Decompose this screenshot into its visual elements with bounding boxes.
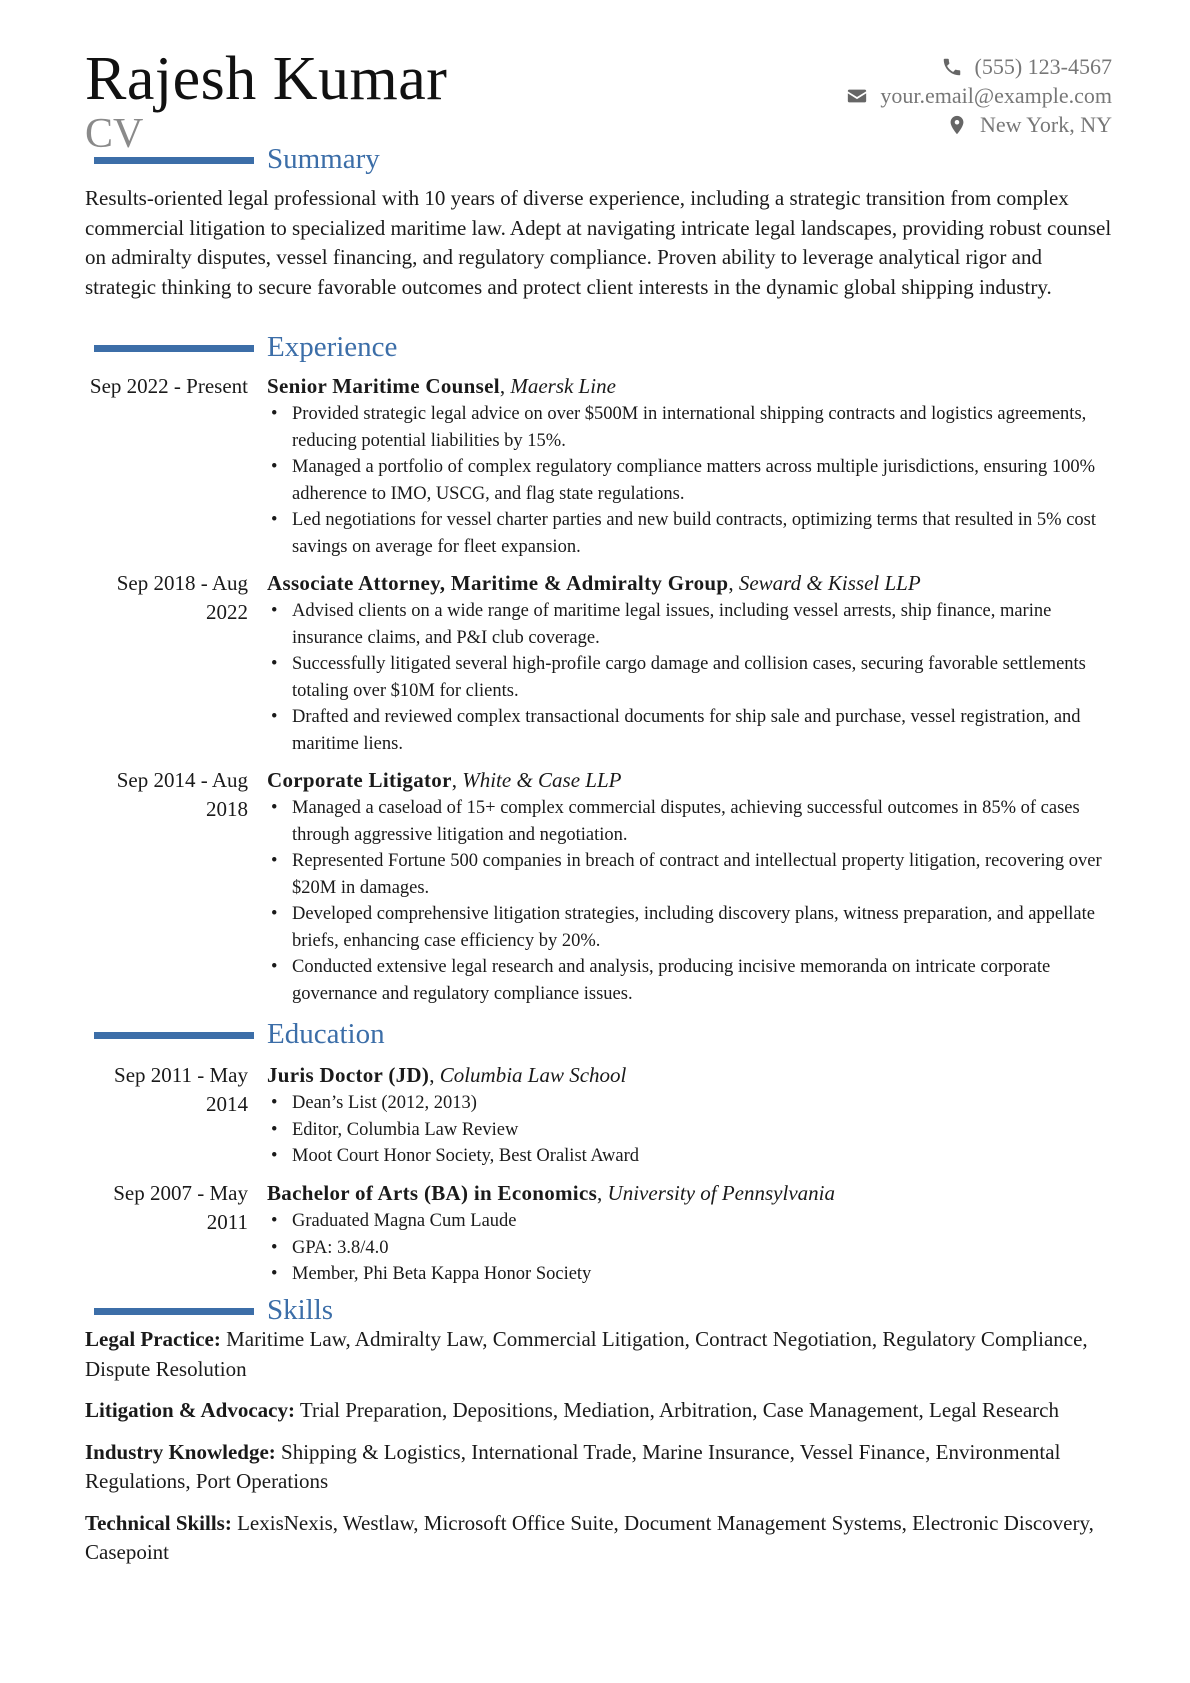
document-subtitle: CV	[85, 111, 144, 157]
skill-items: Maritime Law, Admiralty Law, Commercial Litigation, Contract Negotiation, Regulatory Compliance, Dispute Resolution	[85, 1327, 1088, 1381]
list-item: • Managed a caseload of 15+ complex commercial disputes, achieving successful outcomes in 85% of cases through aggressive litigation and negotiation.	[267, 795, 1107, 848]
entry-org: Seward & Kissel LLP	[738, 571, 921, 595]
skill-label: Technical Skills:	[85, 1510, 232, 1535]
entry-heading: Corporate Litigator, White & Case LLP	[267, 768, 622, 792]
entry-bullets	[267, 1208, 1107, 1288]
list-item: • Represented Fortune 500 companies in breach of contract and intellectual property litigation, recovering over $20M in damages.	[267, 848, 1107, 901]
list-item: • Led negotiations for vessel charter parties and new build contracts, optimizing terms that resulted in 5% cost savings on average for fleet expansion.	[267, 507, 1107, 560]
contact-location	[846, 110, 1112, 139]
skill-group	[85, 1325, 1115, 1384]
list-item: • Developed comprehensive litigation strategies, including discovery plans, witness preparation, and appellate briefs, enhancing case efficiency by 20%.	[267, 901, 1107, 954]
skills-list	[85, 1325, 1115, 1580]
section-title: Experience	[267, 331, 398, 363]
section-header-experience	[0, 330, 1190, 364]
entry-org: University of Pennsylvania	[607, 1181, 835, 1205]
list-item: • Dean’s List (2012, 2013)	[267, 1090, 1107, 1117]
entry-date: Sep 2022 - Present	[89, 374, 248, 398]
section-title: Summary	[267, 143, 380, 175]
entry-title: Juris Doctor (JD)	[267, 1063, 430, 1087]
skill-items: Trial Preparation, Depositions, Mediation, Arbitration, Case Management, Legal Research	[299, 1398, 1060, 1422]
entry-org: Columbia Law School	[439, 1063, 627, 1087]
list-item: • Managed a portfolio of complex regulatory compliance matters across multiple jurisdictions, ensuring 100% adherence to IMO, USCG, and flag state regulations.	[267, 454, 1107, 507]
section-header-education	[0, 1017, 1190, 1051]
list-item: • Successfully litigated several high-profile cargo damage and collision cases, securing favorable settlements totaling over $10M for clients.	[267, 651, 1107, 704]
entry-bullets	[267, 598, 1107, 757]
entry-title: Corporate Litigator	[267, 768, 452, 792]
entry-content	[267, 766, 1107, 1007]
candidate-name: Rajesh Kumar	[85, 45, 448, 113]
contact-email	[846, 81, 1112, 110]
entry-bullets	[267, 401, 1107, 560]
envelope-icon	[846, 85, 868, 107]
email-address[interactable]: your.email@example.com	[880, 82, 1112, 108]
entry-date: Sep 2014 - Aug 2018	[116, 768, 248, 821]
list-item: • Editor, Columbia Law Review	[267, 1117, 1107, 1144]
contact-phone	[846, 52, 1112, 81]
section-title: Skills	[267, 1294, 334, 1326]
entry-org: White & Case LLP	[462, 768, 622, 792]
skill-items: LexisNexis, Westlaw, Microsoft Office Suite, Document Management Systems, Electronic Discovery, Casepoint	[85, 1510, 1094, 1564]
section-bar	[94, 1308, 254, 1315]
entry-bullets	[267, 1090, 1107, 1170]
map-marker-icon	[946, 114, 968, 136]
entry-date: Sep 2018 - Aug 2022	[116, 571, 248, 624]
location-text: New York, NY	[979, 111, 1112, 137]
skill-label: Legal Practice:	[85, 1327, 221, 1351]
entry-content	[267, 569, 1107, 757]
section-header-skills	[0, 1293, 1190, 1327]
entry-title: Associate Attorney, Maritime & Admiralty Group	[267, 571, 729, 595]
list-item: • Advised clients on a wide range of maritime legal issues, including vessel arrests, ship finance, marine insurance claims, and P&I club coverage.	[267, 598, 1107, 651]
list-item: • Graduated Magna Cum Laude	[267, 1208, 1107, 1235]
entry-heading: Senior Maritime Counsel, Maersk Line	[267, 374, 616, 398]
entry-bullets	[267, 795, 1107, 1007]
section-bar	[94, 345, 254, 352]
entry-content	[267, 1061, 1107, 1170]
skill-group	[85, 1396, 1115, 1426]
entry-heading: Juris Doctor (JD), Columbia Law School	[267, 1063, 627, 1087]
phone-number[interactable]: (555) 123-4567	[974, 53, 1112, 79]
section-bar	[94, 1032, 254, 1039]
entry-org: Maersk Line	[510, 374, 616, 398]
entry-heading: Bachelor of Arts (BA) in Economics, University of Pennsylvania	[267, 1181, 835, 1205]
skill-label: Litigation & Advocacy:	[85, 1398, 295, 1422]
skill-group	[85, 1438, 1115, 1497]
list-item: • Conducted extensive legal research and analysis, producing incisive memoranda on intricate corporate governance and regulatory compliance issues.	[267, 954, 1107, 1007]
entry-title: Bachelor of Arts (BA) in Economics	[267, 1181, 598, 1205]
entry-content	[267, 1179, 1107, 1288]
list-item: • Provided strategic legal advice on over $500M in international shipping contracts and logistics agreements, reducing potential liabilities by 15%.	[267, 401, 1107, 454]
entry-content	[267, 372, 1107, 560]
list-item: • Moot Court Honor Society, Best Oralist Award	[267, 1143, 1107, 1170]
entry-title: Senior Maritime Counsel	[267, 374, 500, 398]
entry-heading: Associate Attorney, Maritime & Admiralty Group, Seward & Kissel LLP	[267, 571, 921, 595]
entry-date: Sep 2011 - May 2014	[114, 1063, 248, 1116]
list-item: • Member, Phi Beta Kappa Honor Society	[267, 1261, 1107, 1288]
entry-date: Sep 2007 - May 2011	[113, 1181, 248, 1234]
phone-icon	[941, 56, 963, 78]
section-header-summary	[0, 142, 1190, 176]
section-bar	[94, 157, 254, 164]
skill-label: Industry Knowledge:	[85, 1439, 276, 1464]
skill-group	[85, 1509, 1115, 1568]
summary-text: Results-oriented legal professional with 10 years of diverse experience, including a strategic transition from complex commercial litigation to specialized maritime law. Adept at navigating intricate legal landscapes, providing robust counsel on admiralty disputes, vessel financing, and regulatory compliance. Proven ability to leverage analytical rigor and strategic thinking to secure favorable outcomes and protect client interests in the dynamic global shipping industry.	[85, 186, 1112, 299]
contact-info	[846, 52, 1112, 139]
section-title: Education	[267, 1018, 385, 1050]
list-item: • GPA: 3.8/4.0	[267, 1235, 1107, 1262]
skill-items: Shipping & Logistics, International Trade, Marine Insurance, Vessel Finance, Environmental Regulations, Port Operations	[85, 1439, 1061, 1493]
list-item: • Drafted and reviewed complex transactional documents for ship sale and purchase, vessel registration, and maritime liens.	[267, 704, 1107, 757]
